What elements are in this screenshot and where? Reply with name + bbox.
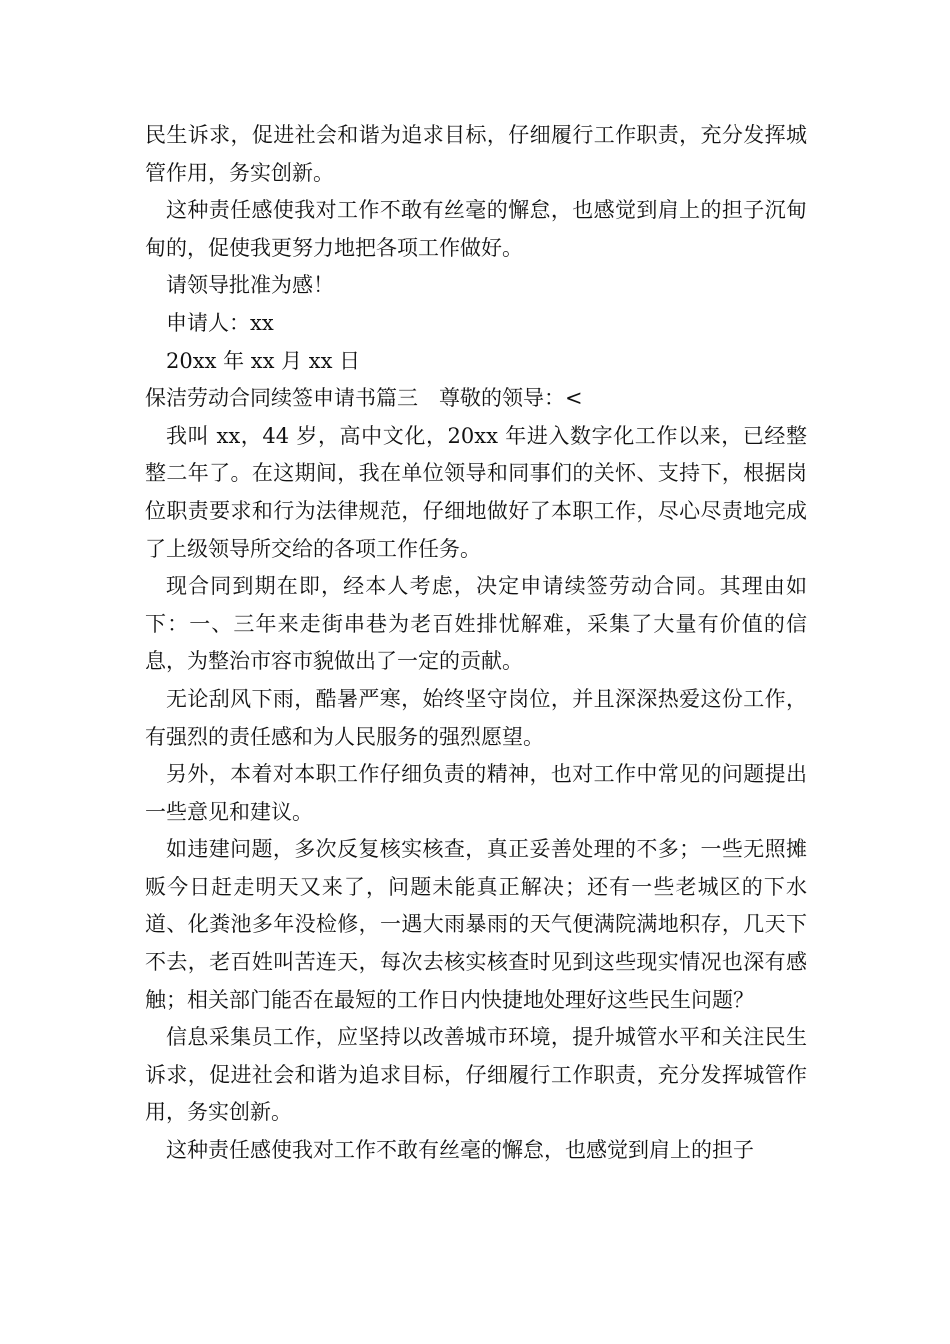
paragraph-goals: 信息采集员工作，应坚持以改善城市环境，提升城管水平和关注民生诉求，促进社会和谐为追求目标，仔细履行工作职责，充分发挥城管作用，务实创新。 (145, 1025, 807, 1125)
paragraph-1: 民生诉求，促进社会和谐为追求目标，仔细履行工作职责，充分发挥城管作用，务实创新。 (145, 123, 807, 185)
paragraph-2: 这种责任感使我对工作不敢有丝毫的懈怠，也感觉到肩上的担子沉甸甸的，促使我更努力地把各项工作做好。 (145, 198, 807, 260)
section-heading: 保洁劳动合同续签申请书篇三 尊敬的领导：< (145, 386, 583, 411)
paragraph-intro: 我叫 xx，44 岁，高中文化，20xx 年进入数字化工作以来，已经整整二年了。在这期间，我在单位领导和同事们的关怀、支持下，根据岗位职责要求和行为法律规范，仔细地做好了本职工作，尽心尽责地完成了上级领导所交给的各项工作任务。 (145, 423, 807, 561)
paragraph-reason: 现合同到期在即，经本人考虑，决定申请续签劳动合同。其理由如下：一、三年来走街串巷为老百姓排忧解难，采集了大量有价值的信息，为整治市容市貌做出了一定的贡献。 (145, 574, 807, 674)
document-page (145, 117, 807, 1170)
paragraph-problems: 如违建问题，多次反复核实核查，真正妥善处理的不多；一些无照摊贩今日赶走明天又来了，问题未能真正解决；还有一些老城区的下水道、化粪池多年没检修，一遇大雨暴雨的天气便满院满地积存，几天下不去，老百姓叫苦连天，每次去核实核查时见到这些现实情况也深有感触；相关部门能否在最短的工作日内快捷地处理好这些民生问题？ (145, 837, 807, 1012)
paragraph-suggestions: 另外，本着对本职工作仔细负责的精神，也对工作中常见的问题提出一些意见和建议。 (145, 762, 807, 824)
paragraph-dedication: 无论刮风下雨，酷暑严寒，始终坚守岗位，并且深深热爱这份工作，有强烈的责任感和为人民服务的强烈愿望。 (145, 686, 807, 749)
date-line: 20xx 年 xx 月 xx 日 (166, 348, 361, 373)
applicant-line: 申请人：xx (166, 310, 274, 335)
closing-request: 请领导批准为感！ (166, 273, 334, 298)
paragraph-responsibility: 这种责任感使我对工作不敢有丝毫的懈怠，也感觉到肩上的担子 (166, 1138, 754, 1163)
